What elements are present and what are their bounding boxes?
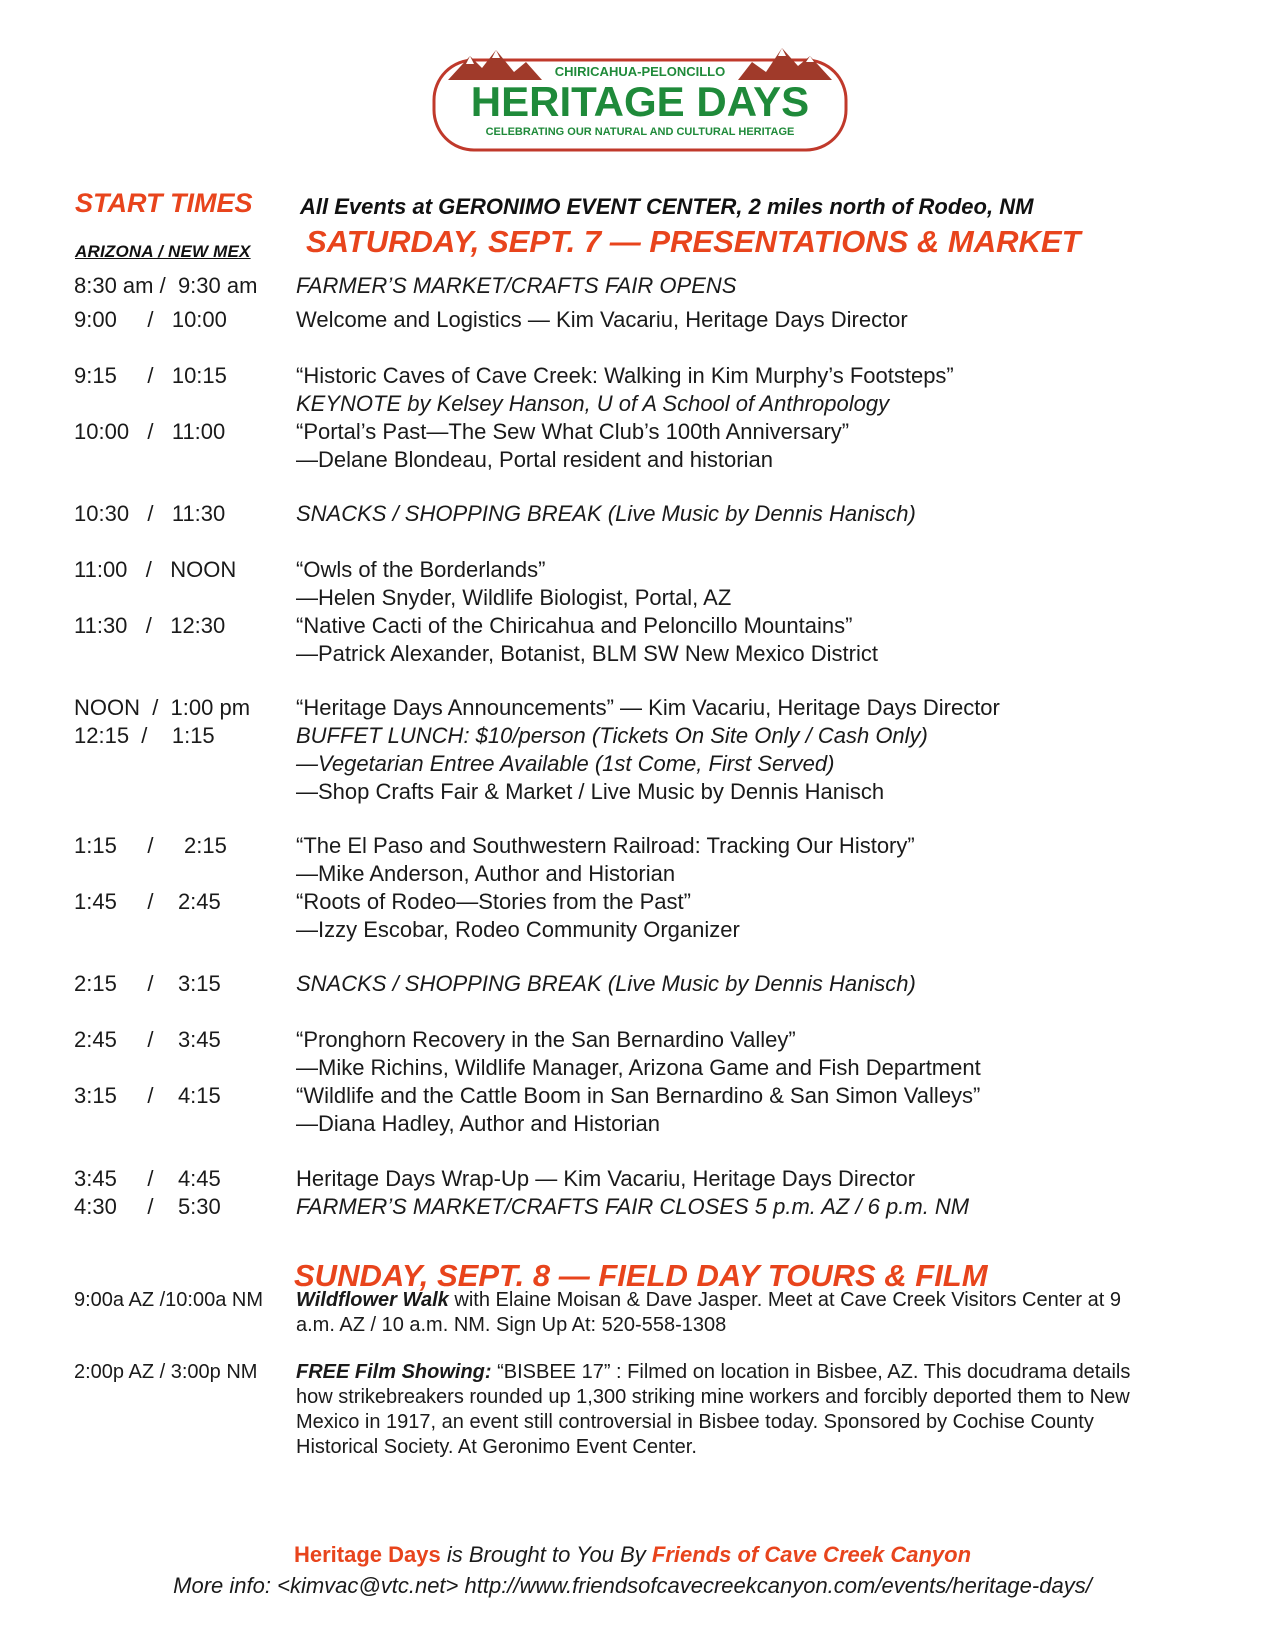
footer-brand: Heritage Days (293, 1542, 441, 1567)
event-title: FREE Film Showing: (296, 1361, 492, 1383)
event-note: SNACKS / SHOPPING BREAK (Live Music by Dennis Hanisch) (296, 971, 916, 996)
footer-middle: is Brought to You By (440, 1542, 652, 1567)
event-subtitle: —Patrick Alexander, Botanist, BLM SW New Mexico District (296, 641, 878, 666)
schedule-time: 1:45 / 2:45 (74, 889, 221, 914)
event-note: FARMER’S MARKET/CRAFTS FAIR CLOSES 5 p.m. AZ / 6 p.m. NM (296, 1194, 970, 1219)
event-subtitle: KEYNOTE by Kelsey Hanson, U of A School of Anthropology (296, 391, 890, 416)
footer-sponsor-line (0, 1542, 1265, 1568)
event-title: FARMER’S MARKET/CRAFTS FAIR OPENS (296, 273, 737, 298)
schedule-time: 9:00a AZ /10:00a NM (74, 1289, 264, 1311)
event-details: “BISBEE 17” : Filmed on location in Bisbee, AZ. This docudrama details how strikebreakers rounded up 1,300 striking mine workers and forcibly deported them to New Mexico in 1917, an event still controversial in Bisbee today. Sponsored by Cochise County Historical Society. At Geronimo Event Center. (296, 1361, 1131, 1458)
schedule-description (296, 306, 908, 334)
logo-top-text: CHIRICAHUA-PELONCILLO (554, 64, 726, 79)
event-details: with Elaine Moisan & Dave Jasper. Meet at Cave Creek Visitors Center at 9 a.m. AZ / 10 a.m. NM. Sign Up At: 520-558-1308 (296, 1289, 1121, 1336)
schedule-time: 2:00p AZ / 3:00p NM (74, 1361, 258, 1383)
schedule-description (296, 694, 1000, 722)
schedule-time: 1:15 / 2:15 (74, 833, 227, 858)
schedule-description (296, 272, 736, 300)
event-subtitle: —Shop Crafts Fair & Market / Live Music by Dennis Hanisch (296, 779, 885, 804)
schedule-description (296, 1360, 1136, 1460)
schedule-description (296, 1165, 915, 1193)
event-title: “Native Cacti of the Chiricahua and Peloncillo Mountains” (296, 613, 853, 638)
event-title: Heritage Days Wrap-Up (296, 1166, 530, 1191)
event-title: “Owls of the Borderlands” (296, 557, 546, 582)
logo-main-text: HERITAGE DAYS (470, 78, 810, 125)
schedule-time: 11:00 / NOON (74, 557, 237, 582)
event-note-2: —Vegetarian Entree Available (1st Come, First Served) (296, 751, 835, 776)
schedule-time: 10:00 / 11:00 (74, 419, 226, 444)
footer-sponsor: Friends of Cave Creek Canyon (651, 1542, 972, 1567)
event-title: “Heritage Days Announcements” (296, 695, 614, 720)
schedule-description (296, 722, 928, 806)
event-subtitle: —Delane Blondeau, Portal resident and historian (296, 447, 773, 472)
event-presenter: — Kim Vacariu, Heritage Days Director (521, 307, 908, 332)
schedule-time: 9:15 / 10:15 (74, 363, 227, 388)
schedule-time: 2:15 / 3:15 (74, 971, 221, 996)
saturday-title: SATURDAY, SEPT. 7 — PRESENTATIONS & MARKET (306, 224, 1081, 259)
footer-more-info: More info: <kimvac@vtc.net> http://www.friendsofcavecreekcanyon.com/events/heritage-days/ (173, 1573, 1092, 1598)
all-events-location: All Events at GERONIMO EVENT CENTER, 2 miles north of Rodeo, NM (300, 194, 1034, 219)
schedule-description (296, 1288, 1136, 1338)
heritage-days-logo (430, 42, 850, 154)
schedule-time: 4:30 / 5:30 (74, 1194, 221, 1219)
event-title: Welcome and Logistics (296, 307, 522, 332)
schedule-description (296, 1193, 969, 1221)
event-presenter: — Kim Vacariu, Heritage Days Director (613, 695, 1000, 720)
schedule-time: 3:45 / 4:45 (74, 1166, 221, 1191)
event-title: “Portal’s Past—The Sew What Club’s 100th Anniversary” (296, 419, 850, 444)
schedule-time: 3:15 / 4:15 (74, 1083, 221, 1108)
schedule-time: 9:00 / 10:00 (74, 307, 227, 332)
event-title: “Pronghorn Recovery in the San Bernardino Valley” (296, 1027, 796, 1052)
event-title: “The El Paso and Southwestern Railroad: Tracking Our History” (296, 833, 915, 858)
schedule-time: 2:45 / 3:45 (74, 1027, 221, 1052)
logo-tagline: CELEBRATING OUR NATURAL AND CULTURAL HERITAGE (485, 126, 795, 138)
schedule-description (296, 556, 731, 612)
schedule-time: 11:30 / 12:30 (74, 613, 226, 638)
schedule-time: 10:30 / 11:30 (74, 501, 226, 526)
schedule-description (296, 832, 915, 888)
schedule-time: 12:15 / 1:15 (74, 723, 215, 748)
event-title: “Wildlife and the Cattle Boom in San Bernardino & San Simon Valleys” (296, 1083, 981, 1108)
schedule-description (296, 362, 954, 418)
sunday-title: SUNDAY, SEPT. 8 — FIELD DAY TOURS & FILM (294, 1258, 988, 1293)
event-subtitle: —Izzy Escobar, Rodeo Community Organizer (296, 917, 740, 942)
event-title: “Historic Caves of Cave Creek: Walking in Kim Murphy’s Footsteps” (296, 363, 954, 388)
event-subtitle: —Helen Snyder, Wildlife Biologist, Portal, AZ (296, 585, 732, 610)
schedule-description (296, 1026, 981, 1082)
event-title: Wildflower Walk (296, 1289, 449, 1311)
event-note: BUFFET LUNCH: $10/person (Tickets On Site Only / Cash Only) (296, 723, 928, 748)
schedule-description (296, 500, 916, 528)
schedule-time: 8:30 am / 9:30 am (74, 273, 258, 298)
event-note: SNACKS / SHOPPING BREAK (Live Music by Dennis Hanisch) (296, 501, 916, 526)
schedule-description (296, 418, 849, 474)
schedule-description (296, 888, 740, 944)
schedule-description (296, 1082, 980, 1138)
schedule-description (296, 612, 878, 668)
event-title: “Roots of Rodeo—Stories from the Past” (296, 889, 691, 914)
event-subtitle: —Diana Hadley, Author and Historian (296, 1111, 661, 1136)
timezone-label: ARIZONA / NEW MEX (75, 242, 251, 261)
event-subtitle: —Mike Richins, Wildlife Manager, Arizona Game and Fish Department (296, 1055, 981, 1080)
event-subtitle: —Mike Anderson, Author and Historian (296, 861, 676, 886)
schedule-description (296, 970, 916, 998)
schedule-time: NOON / 1:00 pm (74, 695, 251, 720)
start-times-heading: START TIMES (75, 188, 253, 218)
event-presenter: — Kim Vacariu, Heritage Days Director (529, 1166, 916, 1191)
